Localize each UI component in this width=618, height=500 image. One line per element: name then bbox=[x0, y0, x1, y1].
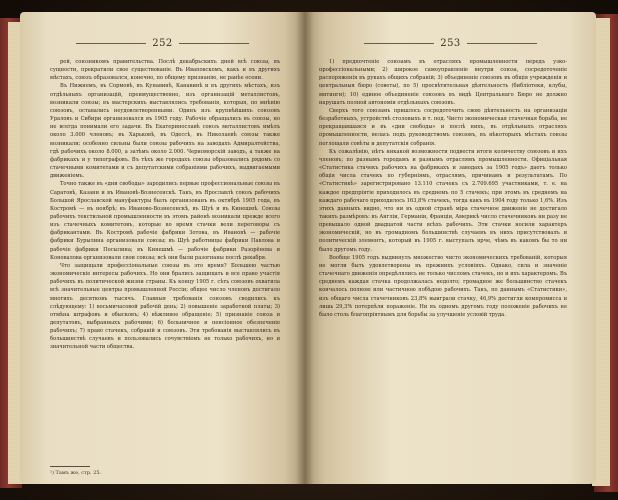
left-paragraph: рей, союзникомъ правительства. Послѣ декабрьскихъ дней всѣ союзы, въ сущности, прекратили свое существованіе. Въ Иваповскомъ, какъ и въ другихъ мѣстахъ, союзъ образовался, конечно, по общему признанію, не ранѣе осени. bbox=[50, 59, 280, 82]
book-gutter bbox=[296, 12, 314, 484]
right-paragraph: Къ сожалѣнію, нѣтъ никакой возможности подвести итоги количеству союзовъ и ихъ членовъ; по разнымъ городамъ и разнымъ отраслямъ промышленности. Офиціальная «Статистика стачекъ рабочихъ на фабрикахъ и заводахъ за 1905 годъ» даетъ только общія числа стачекъ по губерніямъ, отраслямъ, причинамъ и результатамъ. По «Статистикѣ» зарегистрировано 13.110 стачекъ съ 2.709.695 участниками, т. е. на каждое предпріятіе приходилось въ среднемъ по 5 стачекъ; при этомъ въ среднемъ на каждаго рабочаго приходилось 163,8% стачекъ, тогда какъ въ 1904 году только 1,6%. Изъ этихъ данныхъ видно, что ни въ одной странѣ міра стачечное движеніе не достигало такихъ размѣровъ: въ Англіи, Германіи, Франціи, Америкѣ число стачечниковъ ни разу не превышало одной двадцатой части всѣхъ рабочихъ. Эти стачки носили характеръ экономическій, но въ громадномъ большинствѣ случаевъ въ нихъ присутствовалъ и политическій элементъ, который въ 1905 г. выступалъ ярче, чѣмъ въ какомъ бы то ни было другомъ году. bbox=[319, 148, 567, 253]
right-paragraph: Вообще 1905 годъ выдвинулъ множество чисто экономическихъ требованій, которыя не могли быть удовлетворены въ прежнихъ условіяхъ. Однако, сила и значеніе стачечнаго движенія опредѣлялись не только числомъ стачекъ, но и ихъ характеромъ. Въ среднемъ каждая стачка продолжалась недолго; громадное же большинство стачекъ кончалось полною или частичною побѣдою рабочихъ. Такъ, по даннымъ «Статистики», изъ общаго числа стачечниковъ 23,8% выиграли стачку, 46,9% достигли компромисса и лишь 29,3% потерпѣли пораженіе. Ни въ одномъ другомъ году положеніе рабочихъ не было столь благопріятнымъ для борьбы за улучшеніе условій труда. bbox=[319, 254, 567, 318]
right-paragraph: Сверхъ того союзамъ пришлось сосредоточить свою дѣятельность на организаціи безработныхъ, устройствѣ столовыхъ и т. под. Чисто экономическая стачечная борьба, не прекращавшаяся и въ «дни свободы» и послѣ нихъ, въ отдѣльныхъ отрасляхъ промышленности, велась подъ руководствомъ союзовъ, въ нѣкоторыхъ мѣстахъ союзы поглощали совѣты и депутатскія собранія. bbox=[319, 107, 567, 147]
right-page-number: 253 bbox=[305, 38, 596, 49]
footnote-rule bbox=[50, 466, 90, 467]
right-page bbox=[305, 12, 596, 484]
left-paragraph: Въ Нижнемъ, въ Сормовѣ, въ Кунавинѣ, Канавинѣ и въ другихъ мѣстахъ, изъ отдѣльныхъ организацій, преимущественно, изъ организацій металлистовъ, возникали союзы; въ мастерскихъ выставлялись требованія, которыя, по мнѣнію союзовъ, оставались неудовлетворенными. Одинъ изъ крупнѣйшихъ союзовъ Ураловъ и Сибири организовался въ 1905 году. Рабочіе обращались въ союзы, но не всегда понимали его задачи. Въ Екатеринославѣ союзъ металлистовъ имѣлъ около 3.000 членовъ; въ Харьковѣ, въ Одессѣ, въ Николаевѣ союзы также возникали; особенно сильны были союзы рабочихъ на заводахъ Адмиралтейства, гдѣ рабочихъ около 8.000, а затѣмъ около 2.000. Черноморскій заводъ, а также на фабрикахъ и у типографовъ. Въ тѣхъ же городахъ союзы образовались рядомъ со стачечными комитетами и съ депутатскими собраніями рабочихъ, выдвигаемыми движеніемъ. bbox=[50, 83, 280, 180]
right-paragraph: 1) предпочтеніе союзамъ въ отрасляхъ промышленности передъ узко-профессіональными; 2) широкое самоуправленіе внутри союза, сосредоточеніе распоряженія въ рукахъ общихъ собраній; 3) объединеніе союзовъ въ общія учрежденія и центральныя бюро (советы), по 5) просвѣтительная дѣятельность (библіотеки, клубы, митинги); 10) единое объединеніе союзовъ въ видѣ Центральнаго Бюро не должно нарушать полной автономіи отдѣльныхъ союзовъ. bbox=[319, 59, 567, 106]
left-page bbox=[20, 12, 305, 484]
left-page-body bbox=[50, 58, 280, 352]
left-paragraph: Точно также въ «дни свободы» зародились первые профессиональные союзы въ Саратовѣ, Казани и въ Ивановѣ-Вознесенскѣ. Такъ, въ Ярославлѣ союзъ рабочихъ Большой Ярославской мануфактуры былъ организованъ въ октябрѣ 1905 года, въ Костромѣ — въ ноябрѣ; въ Иваново-Вознесенскѣ, въ Шуѣ и въ Кинешмѣ. Союзы рабочихъ текстильной промышленности въ этомъ районѣ возникали прежде всего изъ стачечныхъ комитетовъ, которые во время стачки вели переговоры съ фабрикантами. Въ Костромѣ рабочіе фабрики Зотова, въ Ивановѣ — рабочіе фабрики Бурылина организовали союзы; въ Шуѣ работницы фабрики Павлова и рабочіе фабрики Посылина; въ Кинешмѣ — рабочіе фабрики Разорёнова и Коновалова организовали свои союзы; всѣ они были разогнаны послѣ декабря. bbox=[50, 181, 280, 261]
left-paragraph: Что защищали профессіональные союзы въ это время? Большею частью экономическіе интересы рабочихъ. Но они брались защищать и все право участія рабочихъ въ политической жизни страны. Къ концу 1905 г. сѣть союзовъ охватила всѣ значительные центры промышленной Россіи; общее число членовъ достигало многихъ десятковъ тысячъ. Главныя требованія союзовъ сводились къ слѣдующему: 1) восьмичасовой рабочій день; 2) повышеніе заработной платы; 3) отмѣна штрафовъ и обысковъ; 4) вѣжливое обращеніе; 5) признаніе союза и депутатовъ, выбранныхъ рабочими; 6) больничное и пенсіонное обезпеченіе рабочихъ; 7) право стачекъ, собраній и союзовъ. Эти требованія выставлялись въ большинствѣ случаевъ и пользовались сочувствіемъ не только рабочихъ, но и значительной части общества. bbox=[50, 262, 280, 351]
right-page-body bbox=[319, 58, 567, 319]
left-footnote: ¹) Тамъ же, стр. 25. bbox=[50, 470, 102, 476]
left-page-number: 252 bbox=[20, 38, 305, 49]
